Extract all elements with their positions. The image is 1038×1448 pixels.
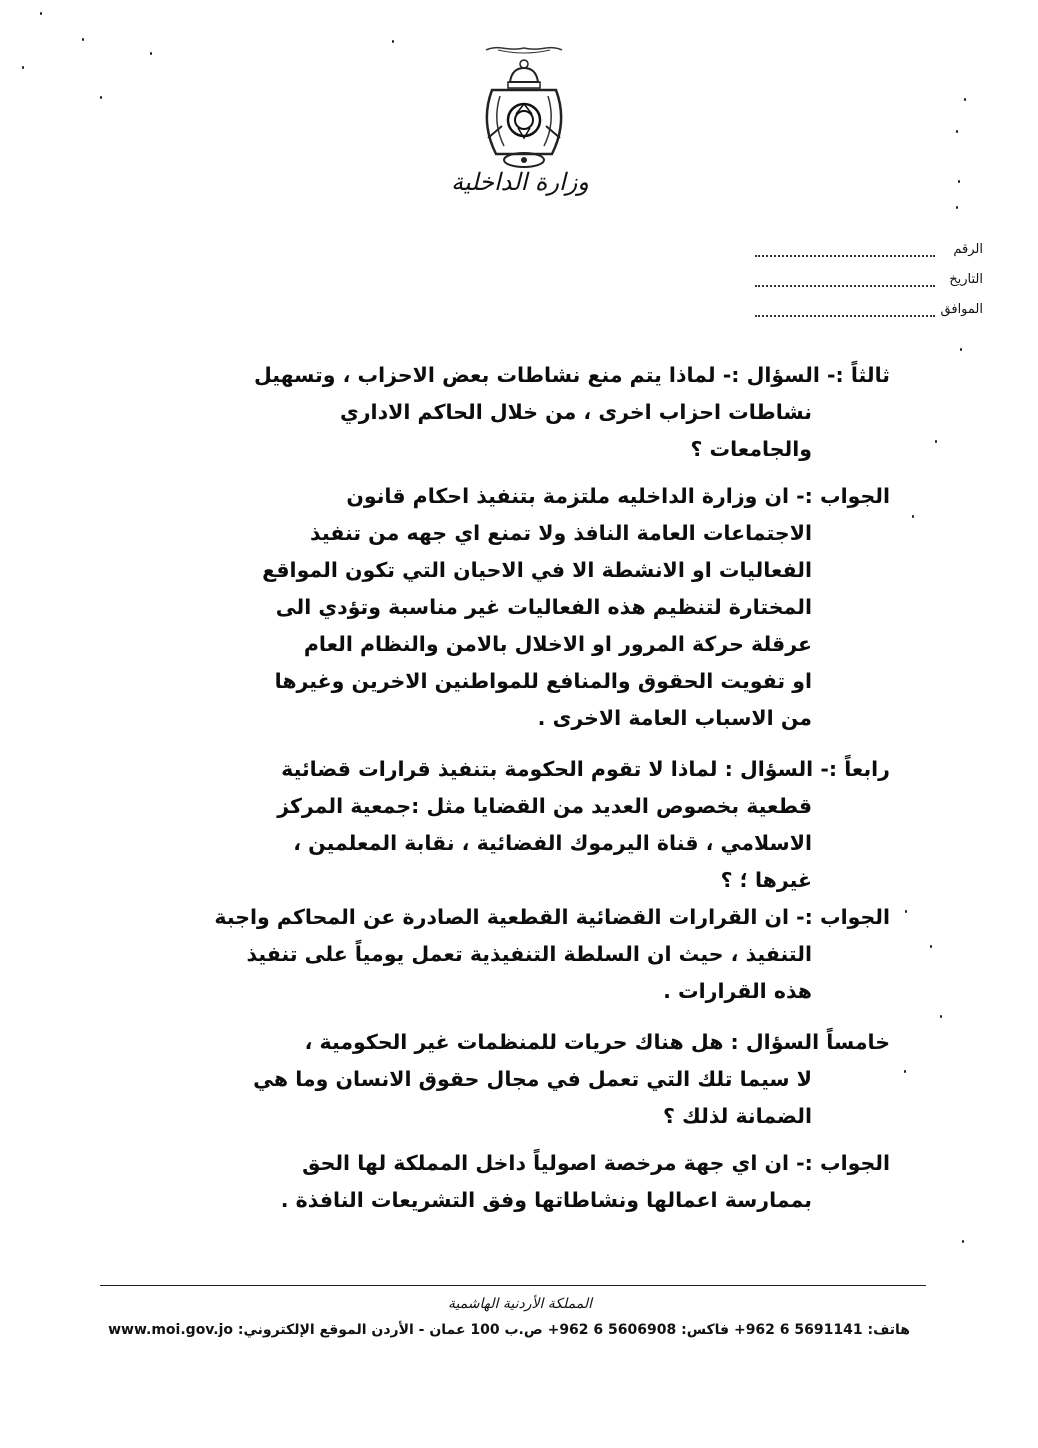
scan-speck: [958, 180, 960, 183]
footer-divider: [100, 1285, 926, 1286]
text-line: هذه القرارات .: [663, 979, 812, 1003]
answer-3: [100, 478, 890, 737]
text-line: نشاطات احزاب اخرى ، من خلال الحاكم الاداري: [339, 400, 812, 424]
scan-speck: [905, 910, 907, 913]
dotted-line: [755, 285, 935, 287]
text-line: الفعاليات او الانشطة الا في الاحيان التي تكون المواقع: [262, 558, 812, 582]
ministry-name: وزارة الداخلية: [451, 168, 589, 196]
text-line: من الاسباب العامة الاخرى .: [537, 706, 812, 730]
text-line: غيرها ؛ ؟: [720, 868, 812, 892]
reference-number-label: الرقم: [953, 242, 983, 257]
royal-emblem-icon: [468, 42, 580, 172]
scan-speck: [40, 12, 42, 15]
corresponding-date-field: [755, 302, 983, 326]
text-line: رابعاً :- السؤال : لماذا لا تقوم الحكومة بتنفيذ قرارات قضائية: [281, 757, 890, 781]
text-line: الجواب :- ان اي جهة مرخصة اصولياً داخل المملكة لها الحق: [302, 1151, 890, 1175]
scan-speck: [100, 96, 102, 99]
dotted-line: [755, 315, 935, 317]
scan-speck: [82, 38, 84, 41]
scan-speck: [940, 1015, 942, 1018]
scan-speck: [960, 348, 962, 351]
answer-4: [100, 899, 890, 1010]
question-5: [100, 1024, 890, 1135]
dotted-line: [755, 255, 935, 257]
text-line: خامساً السؤال : هل هناك حريات للمنظمات غير الحكومية ،: [304, 1030, 890, 1054]
text-line: الاسلامي ، قناة اليرموك الفضائية ، نقابة المعلمين ،: [293, 831, 812, 855]
question-4: [100, 751, 890, 899]
text-line: الجواب :- ان وزارة الداخليه ملتزمة بتنفيذ احكام قانون: [346, 484, 890, 508]
date-field: [755, 272, 983, 296]
text-line: والجامعات ؟: [690, 437, 812, 461]
text-line: الاجتماعات العامة النافذ ولا تمنع اي جهه من تنفيذ: [310, 521, 812, 545]
letter-body: [100, 357, 890, 1219]
scan-speck: [962, 1240, 964, 1243]
answer-5: [100, 1145, 890, 1219]
scan-speck: [930, 945, 932, 948]
text-line: عرقلة حركة المرور او الاخلال بالامن والنظام العام: [303, 632, 812, 656]
text-line: بممارسة اعمالها ونشاطاتها وفق التشريعات النافذة .: [280, 1188, 812, 1212]
question-3: [100, 357, 890, 468]
scan-speck: [150, 52, 152, 55]
scan-speck: [904, 1070, 906, 1073]
text-line: الضمانة لذلك ؟: [663, 1104, 812, 1128]
text-line: قطعية بخصوص العديد من القضايا مثل :جمعية المركز: [277, 794, 812, 818]
text-line: لا سيما تلك التي تعمل في مجال حقوق الانسان وما هي: [253, 1067, 812, 1091]
corresponding-date-label: الموافق: [940, 302, 983, 317]
kingdom-name: المملكة الأردنية الهاشمية: [447, 1296, 593, 1312]
text-line: الجواب :- ان القرارات القضائية القطعية الصادرة عن المحاكم واجبة: [214, 905, 890, 929]
scan-speck: [22, 66, 24, 69]
date-label: التاريخ: [949, 272, 983, 287]
scan-speck: [392, 40, 394, 43]
contact-info: هاتف: 5691141 6 962+ فاكس: 5606908 6 962+ ص.ب 100 عمان - الأردن الموقع الإلكتروني: www.moi.gov.jo: [108, 1322, 910, 1338]
scan-speck: [956, 130, 958, 133]
scan-speck: [912, 515, 914, 518]
scan-speck: [935, 440, 937, 443]
text-line: المختارة لتنظيم هذه الفعاليات غير مناسبة وتؤدي الى: [275, 595, 812, 619]
reference-number-field: [755, 242, 983, 266]
text-line: التنفيذ ، حيث ان السلطة التنفيذية تعمل يومياً على تنفيذ: [246, 942, 812, 966]
text-line: او تفويت الحقوق والمنافع للمواطنين الاخرين وغيرها: [274, 669, 812, 693]
scan-speck: [956, 206, 958, 209]
text-line: ثالثاً :- السؤال :- لماذا يتم منع نشاطات بعض الاحزاب ، وتسهيل: [253, 363, 890, 387]
scan-speck: [964, 98, 966, 101]
